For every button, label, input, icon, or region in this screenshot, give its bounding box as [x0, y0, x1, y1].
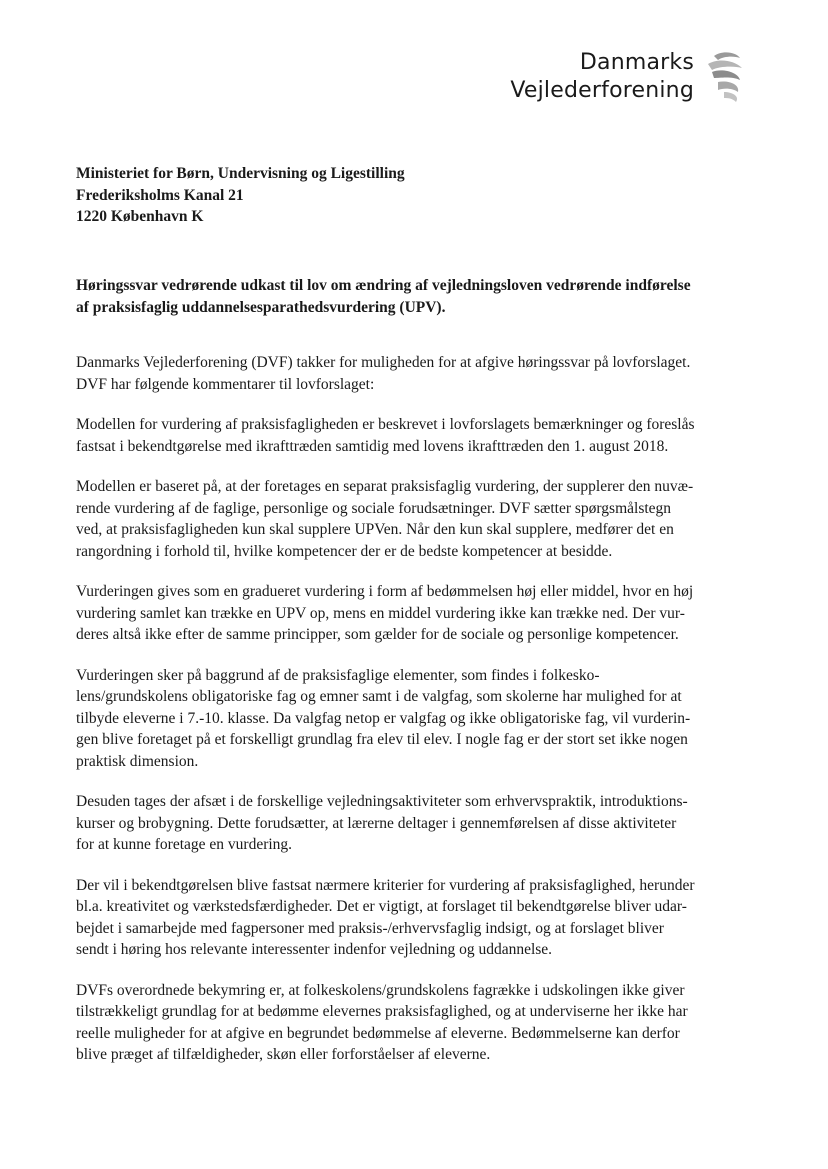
text-line: Modellen for vurdering af praksisfagligheden er beskrevet i lovforslagets bemærkninger og foreslås — [76, 416, 695, 433]
logo-line-1: Danmarks — [579, 50, 694, 75]
logo-line-2: Vejlederforening — [510, 78, 694, 103]
text-line: rangordning i forhold til, hvilke kompetencer der er de bedste kompetencer at besidde. — [76, 542, 613, 560]
paragraph — [76, 665, 766, 773]
text-line: deres altså ikke efter de samme principper, som gælder for de sociale og personlige kompetencer. — [76, 626, 679, 643]
text-line: vurdering samlet kan trække en UPV op, mens en middel vurdering ikke kan trække ned. Der vur- — [76, 604, 685, 622]
subject-line: Høringssvar vedrørende udkast til lov om ændring af vejledningsloven vedrørende indførelse — [76, 277, 691, 294]
text-line: ved, at praksisfagligheden kun skal supplere UPVen. Når den kun skal supplere, medfører det en — [76, 521, 674, 538]
paragraph — [76, 476, 766, 562]
text-line: lens/grundskolens obligatoriske fag og emner samt i de valgfag, som skolerne har mulighed for at — [76, 688, 682, 705]
text-line: for at kunne foretage en vurdering. — [76, 836, 293, 853]
text-line: Danmarks Vejlederforening (DVF) takker for muligheden for at afgive høringssvar på lovforslaget. — [76, 354, 691, 371]
paragraph — [76, 414, 766, 457]
recipient-line: Ministeriet for Børn, Undervisning og Ligestilling — [76, 165, 405, 182]
text-line: Vurderingen gives som en gradueret vurdering i form af bedømmelsen høj eller middel, hvor en høj — [76, 583, 694, 600]
text-line: Desuden tages der afsæt i de forskellige vejledningsaktiviteter som erhvervspraktik, introduktions- — [76, 793, 688, 810]
text-line: DVFs overordnede bekymring er, at folkeskolens/grundskolens fagrække i udskolingen ikke giver — [76, 981, 685, 999]
text-line: sendt i høring hos relevante interessenter indenfor vejledning og uddannelse. — [76, 941, 553, 958]
text-line: tilstrækkeligt grundlag for at bedømme elevernes praksisfaglighed, og at underviserne her ikke har — [76, 1003, 688, 1020]
recipient-line: Frederiksholms Kanal 21 — [76, 186, 244, 204]
recipient-address — [76, 163, 405, 228]
text-line: Vurderingen sker på baggrund af de praksisfaglige elementer, som findes i folkesko- — [76, 666, 600, 684]
letter-body — [76, 352, 766, 1085]
text-line: Der vil i bekendtgørelsen blive fastsat nærmere kriterier for vurdering af praksisfaglighed, herunder — [76, 876, 695, 894]
text-line: DVF har følgende kommentarer til lovforslaget: — [76, 375, 375, 393]
text-line: bejdet i samarbejde med fagpersoner med praksis-/erhvervsfaglig indsigt, og at forslaget bliver — [76, 919, 664, 937]
subject-heading — [76, 275, 766, 318]
paragraph — [76, 791, 766, 856]
subject-line: af praksisfaglig uddannelsesparathedsvurdering (UPV). — [76, 298, 446, 316]
text-line: rende vurdering af de faglige, personlige og sociale forudsætninger. DVF sætter spørgsmålstegn — [76, 499, 672, 517]
paragraph — [76, 581, 766, 646]
text-line: kurser og brobygning. Dette forudsætter, at lærerne deltager i gennemførelsen af disse aktiviteter — [76, 814, 677, 832]
paragraph — [76, 352, 766, 395]
logo-text — [510, 49, 694, 105]
text-line: praktisk dimension. — [76, 752, 199, 770]
paragraph — [76, 875, 766, 961]
recipient-line: 1220 København K — [76, 208, 204, 225]
organization-logo — [510, 48, 750, 106]
text-line: reelle muligheder for at afgive en begrundet bedømmelse af eleverne. Bedømmelserne kan derfor — [76, 1024, 680, 1042]
text-line: gen blive foretaget på et forskelligt grundlag fra elev til elev. I nogle fag er der stort set ikke nogen — [76, 731, 688, 748]
paragraph — [76, 980, 766, 1066]
text-line: blive præget af tilfældigheder, skøn eller forforståelser af eleverne. — [76, 1046, 491, 1063]
text-line: tilbyde eleverne i 7.-10. klasse. Da valgfag netop er valgfag og ikke obligatoriske fag, vil vurderin- — [76, 709, 691, 727]
swirl-logo-icon — [700, 48, 750, 106]
text-line: bl.a. kreativitet og værkstedsfærdigheder. Det er vigtigt, at forslaget til bekendtgørelse bliver udar- — [76, 898, 687, 915]
text-line: Modellen er baseret på, at der foretages en separat praksisfaglig vurdering, der supplerer den nuvæ- — [76, 478, 694, 495]
text-line: fastsat i bekendtgørelse med ikrafttræden samtidig med lovens ikrafttræden den 1. august 2018. — [76, 437, 669, 455]
